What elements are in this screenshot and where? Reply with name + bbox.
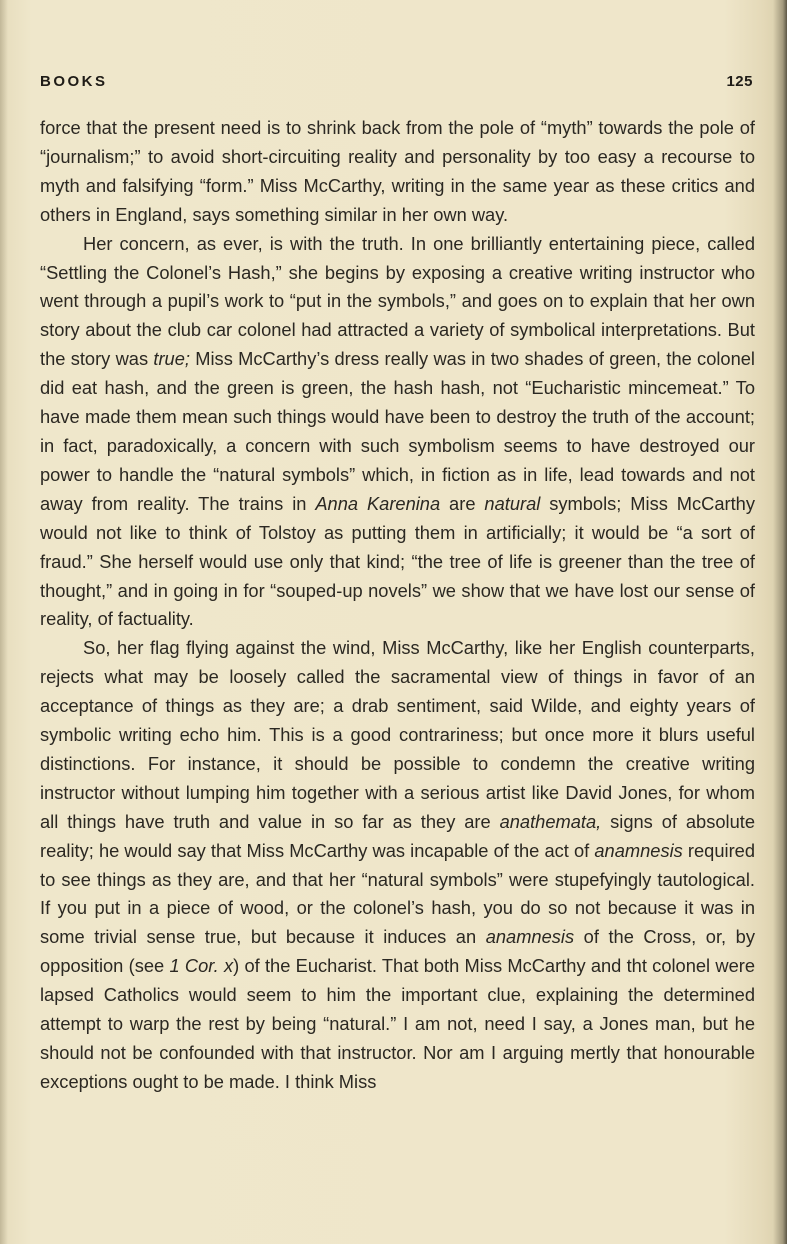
italic-text: natural — [484, 492, 541, 514]
text-run: ) of the Eucharist. That both Miss McCarthy and tht colonel were lapsed Catholics would seem to him the important clue, explaining the determined attempt to warp the rest by being “natural.” I am not, need I say, a Jones man, but he should not be confounded with that instructor. Nor am I arguing mertly that honourable exceptions ought to be made. I think Miss — [40, 955, 755, 1092]
text-run: required to see things as they are, and that her “natural symbols” were stupefyingly tautological. If you put in a piece of wood, or the colonel’s hash, you do so not because it was in some trivial sense true, but because it induces an — [40, 839, 755, 948]
italic-text: anathemata, — [499, 810, 602, 832]
paragraph — [40, 230, 755, 635]
running-head-title: BOOKS — [40, 73, 108, 90]
text-run: signs of absolute reality; he would say that Miss McCarthy was incapable of the act of — [40, 810, 756, 861]
italic-text: Anna Karenina — [315, 492, 441, 514]
text-run: Her concern, as ever, is with the truth. In one brilliantly entertaining piece, called “Settling the Colonel’s Hash,” she begins by exposing a creative writing instructor who went through a pupil’s work to “put in the symbols,” and goes on to explain that her own story about the club car colonel had attracted a variety of symbolical interpretations. But the story was — [40, 232, 755, 370]
page-edge-shadow — [0, 0, 8, 1244]
text-run: symbols; Miss McCarthy would not like to think of Tolstoy as putting them in artificially; it would be “a sort of fraud.” She herself would use only that kind; “the tree of life is greener than the tree of thought,” and in going in for “souped-up novels” we show that we have lost our sense of reality, of factuality. — [40, 492, 755, 630]
page-number: 125 — [726, 73, 753, 90]
binding-shadow — [773, 0, 787, 1244]
text-run: force that the present need is to shrink back from the pole of “myth” towards the pole of “journalism;” to avoid short-circuiting reality and personality by too easy a recourse to myth and falsifying “form.” Miss McCarthy, writing in the same year as these critics and others in England, says something similar in her own way. — [40, 117, 755, 225]
text-run: Miss McCarthy’s dress really was in two shades of green, the colonel did eat hash, and the green is green, the hash hash, not “Eucharistic mincemeat.” To have made them mean such things would have been to destroy the truth of the account; in fact, paradoxically, a concern with such symbolism seems to have destroyed our power to handle the “natural symbols” which, in fiction as in life, lead towards and not away from reality. The trains in — [40, 348, 755, 514]
body-text — [40, 114, 755, 1097]
italic-text: 1 Cor. x — [169, 955, 234, 977]
paragraph — [40, 114, 755, 230]
text-run: of the Cross, or, by opposition (see — [40, 926, 755, 977]
paragraph — [40, 634, 755, 1097]
text-run: are — [440, 492, 485, 514]
italic-text: anamnesis — [485, 926, 575, 948]
text-run: So, her flag flying against the wind, Miss McCarthy, like her English counterparts, rejects what may be loosely called the sacramental view of things in favor of an acceptance of things as they are; a drab sentiment, said Wilde, and eighty years of symbolic writing echo him. This is a good contrariness; but once more it blurs useful distinctions. For instance, it should be possible to condemn the creative writing instructor without lumping him together with a serious artist like David Jones, for whom all things have truth and value in so far as they are — [40, 637, 755, 832]
italic-text: anamnesis — [594, 839, 683, 861]
italic-text: true; — [153, 348, 190, 370]
running-head — [40, 73, 753, 95]
